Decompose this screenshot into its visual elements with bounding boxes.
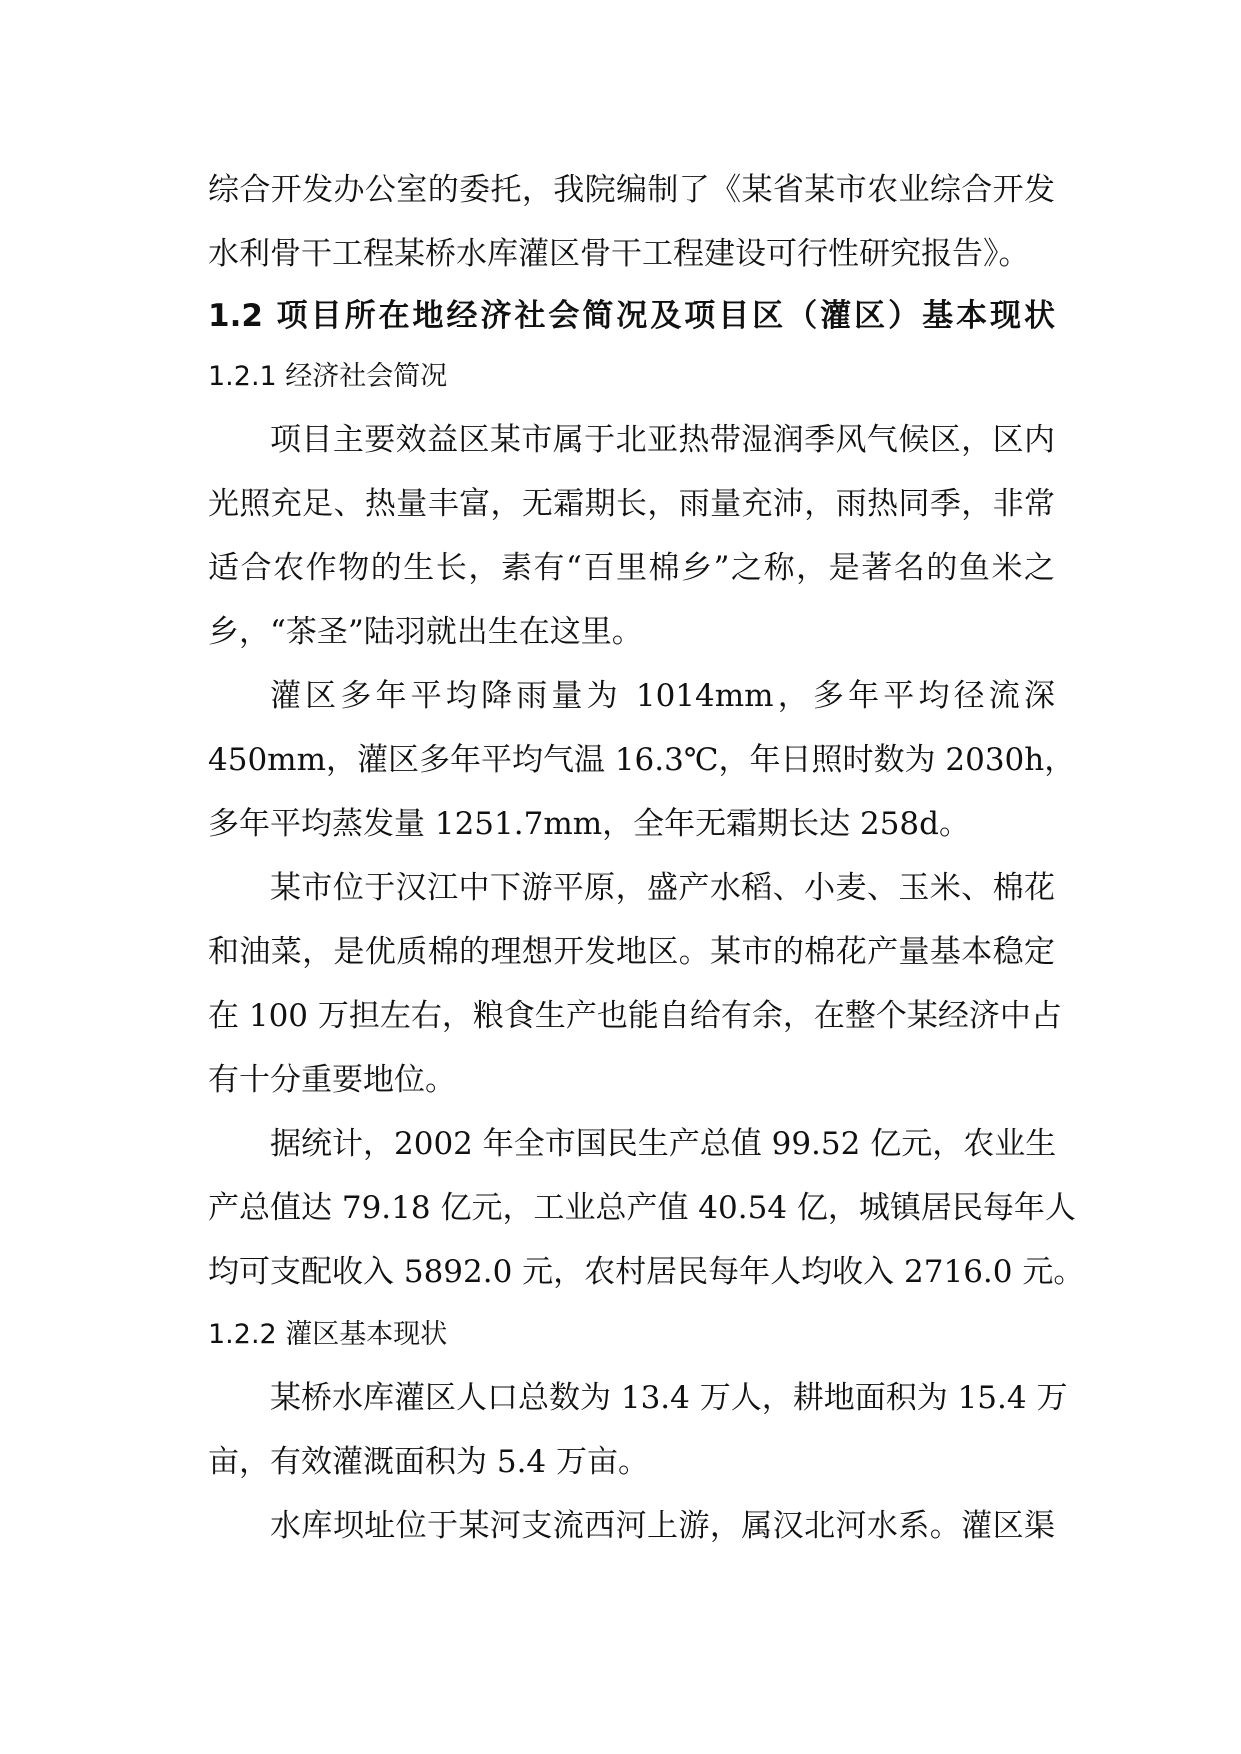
text-line: 据统计，2002 年全市国民生产总值 99.52 亿元，农业生: [270, 1126, 1057, 1162]
section-heading-1-2: 1.2 项目所在地经济社会简况及项目区（灌区）基本现状: [208, 298, 1055, 334]
paragraph-statistics: [208, 1112, 1085, 1304]
text-line: 项目主要效益区某市属于北亚热带湿润季风气候区，区内: [270, 422, 1055, 458]
document-body: [208, 158, 1085, 1558]
paragraph-population: [208, 1366, 1068, 1494]
subsection-heading-1-2-2: 1.2.2 灌区基本现状: [208, 1319, 448, 1350]
text-line: 乡，“茶圣”陆羽就出生在这里。: [208, 614, 643, 650]
text-line: 有十分重要地位。: [208, 1062, 456, 1098]
text-line: 亩，有效灌溉面积为 5.4 万亩。: [208, 1444, 650, 1480]
text-line: 某桥水库灌区人口总数为 13.4 万人，耕地面积为 15.4 万: [270, 1380, 1068, 1416]
text-line: 产总值达 79.18 亿元，工业总产值 40.54 亿，城镇居民每年人: [208, 1190, 1076, 1226]
paragraph-climate: [208, 408, 1055, 664]
text-line: 和油菜，是优质棉的理想开发地区。某市的棉花产量基本稳定: [208, 934, 1055, 970]
text-line: 在 100 万担左右，粮食生产也能自给有余，在整个某经济中占: [208, 998, 1062, 1034]
text-line: 适合农作物的生长，素有“百里棉乡”之称，是著名的鱼米之: [208, 550, 1055, 586]
text-line: 水利骨干工程某桥水库灌区骨干工程建设可行性研究报告》。: [208, 236, 1030, 272]
subsection-heading-1-2-1: 1.2.1 经济社会简况: [208, 361, 448, 392]
paragraph-reservoir: [208, 1494, 1055, 1558]
intro-paragraph: [208, 158, 1055, 286]
text-line: 综合开发办公室的委托，我院编制了《某省某市农业综合开发: [208, 172, 1055, 208]
text-line: 多年平均蒸发量 1251.7mm，全年无霜期长达 258d。: [208, 806, 970, 842]
text-line: 450mm，灌区多年平均气温 16.3℃，年日照时数为 2030h，: [208, 742, 1076, 778]
text-line: 光照充足、热量丰富，无霜期长，雨量充沛，雨热同季，非常: [208, 486, 1055, 522]
paragraph-agriculture: [208, 856, 1062, 1112]
text-line: 均可支配收入 5892.0 元，农村居民每年人均收入 2716.0 元。: [208, 1254, 1085, 1290]
text-line: 灌区多年平均降雨量为 1014mm，多年平均径流深: [270, 678, 1055, 714]
paragraph-rainfall: [208, 664, 1076, 856]
text-line: 某市位于汉江中下游平原，盛产水稻、小麦、玉米、棉花: [270, 870, 1055, 906]
text-line: 水库坝址位于某河支流西河上游，属汉北河水系。灌区渠: [270, 1508, 1055, 1544]
